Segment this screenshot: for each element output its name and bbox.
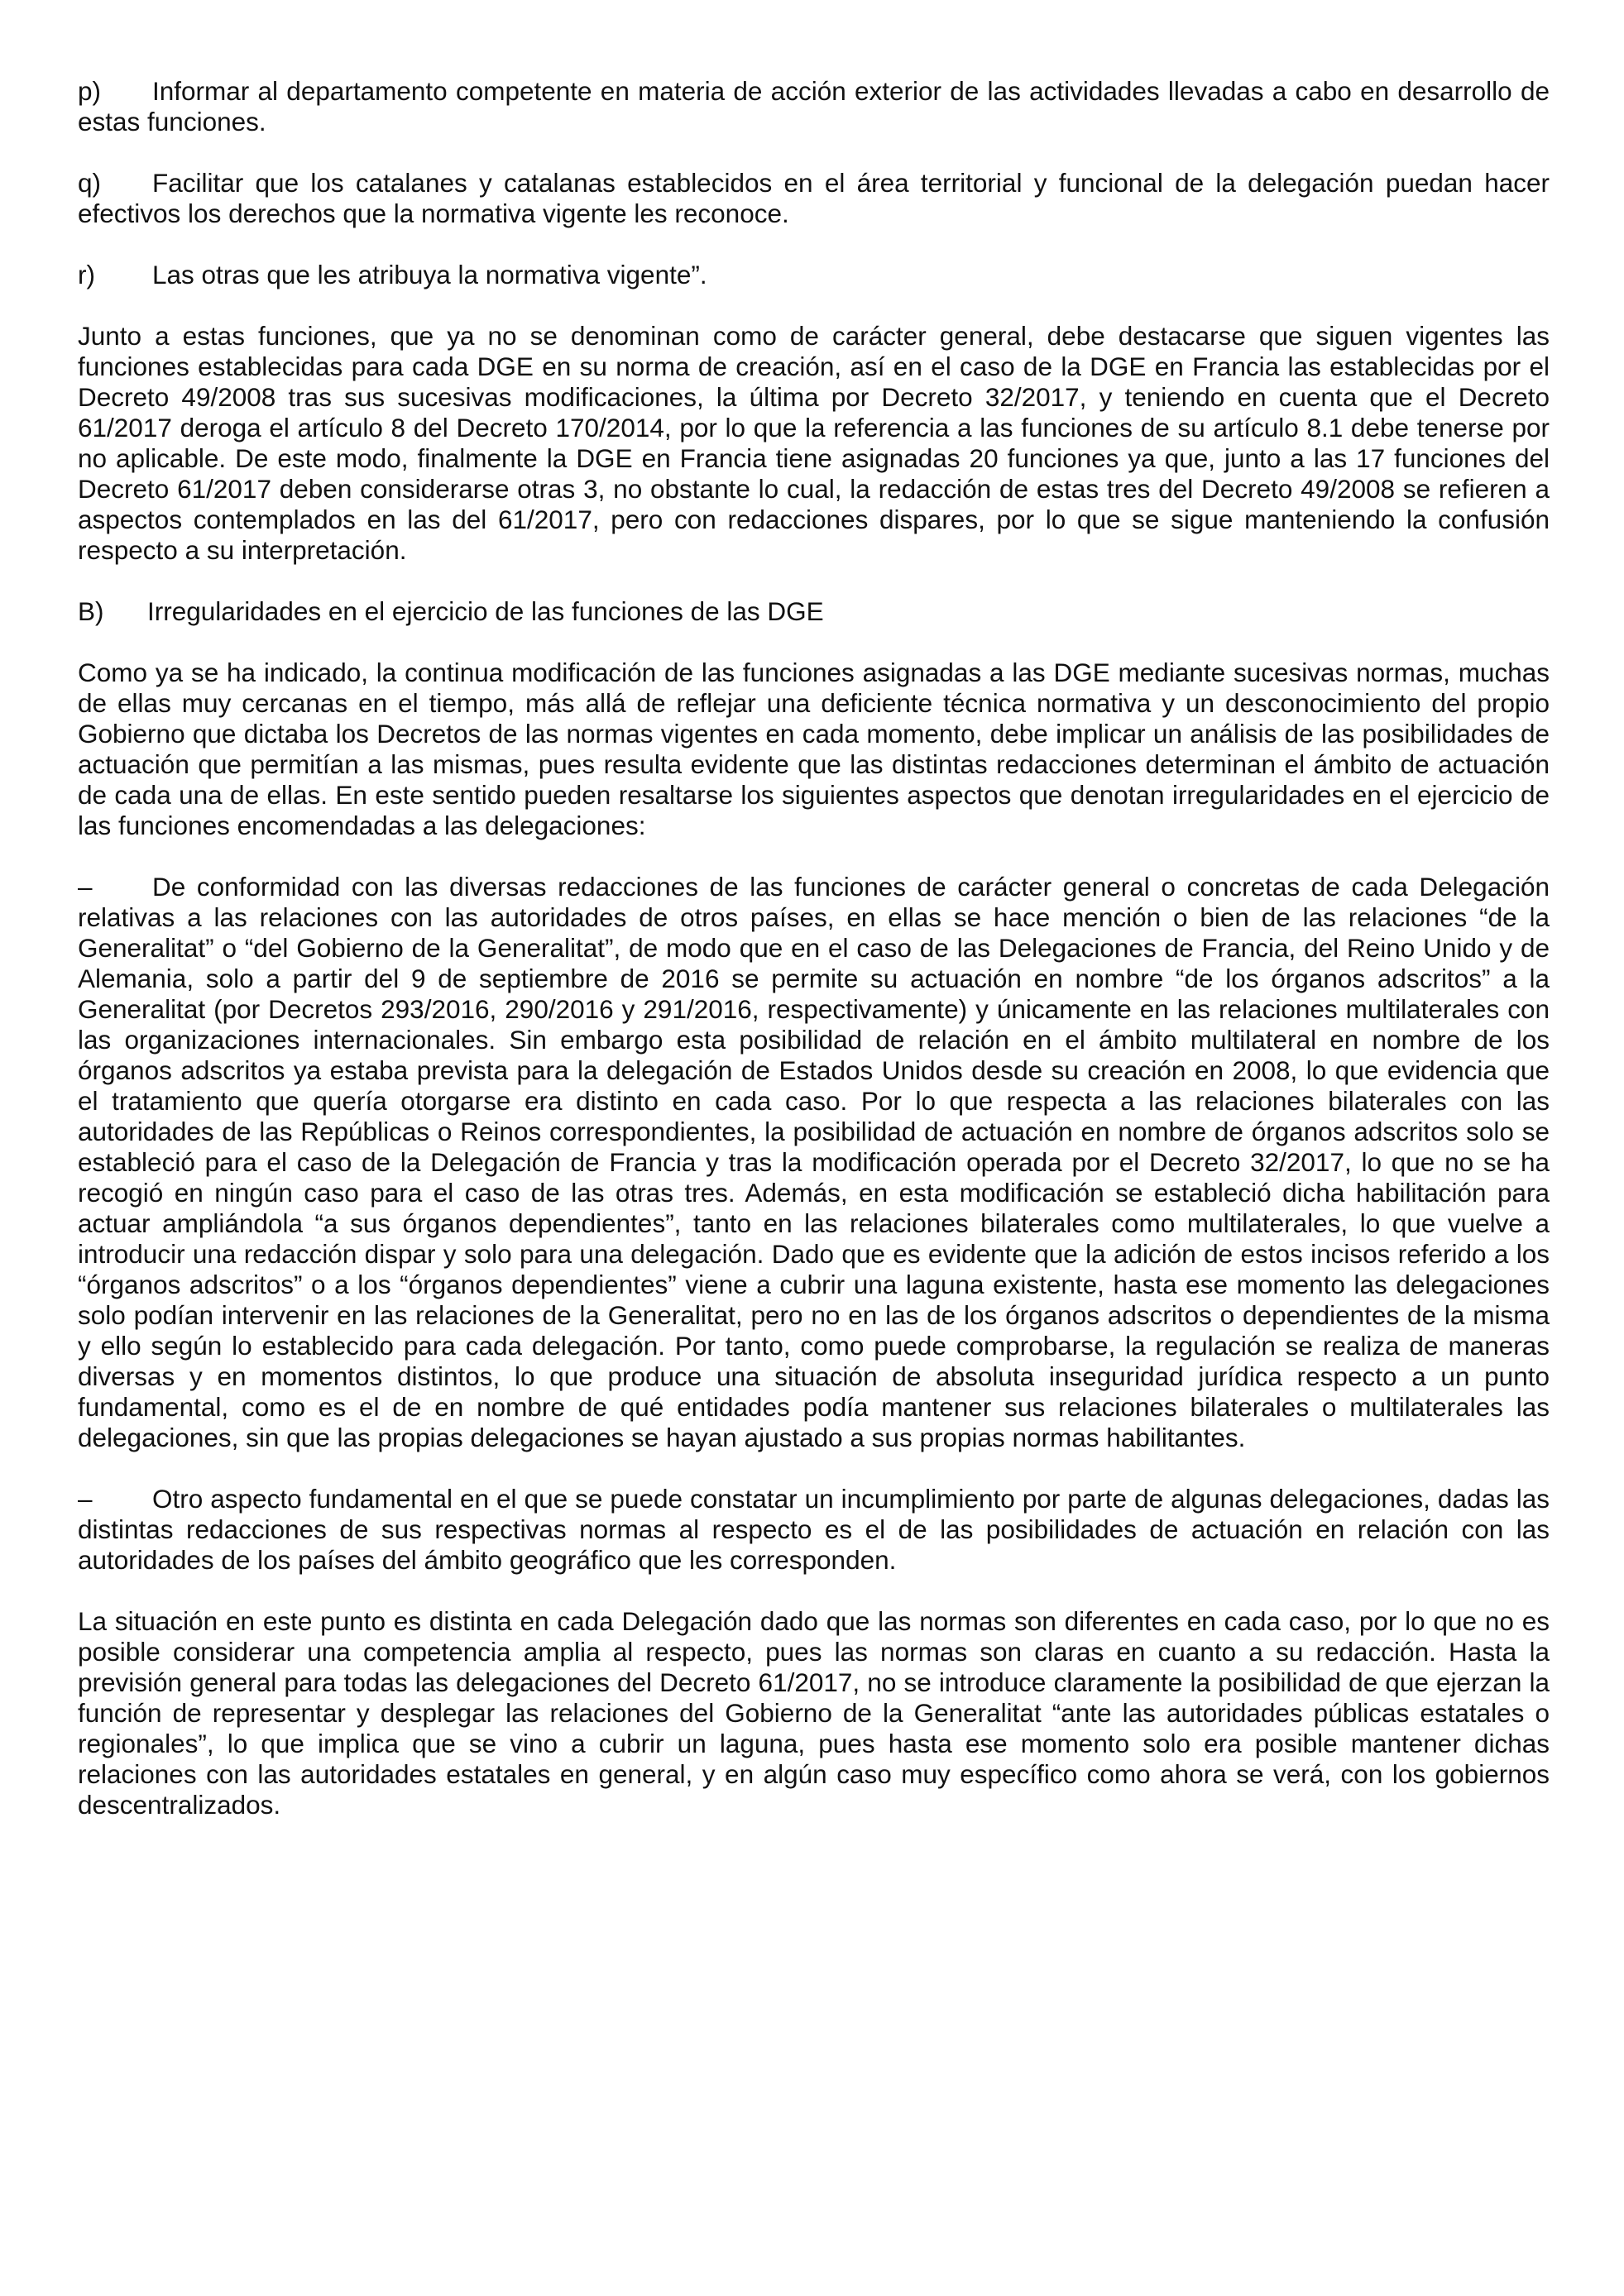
dash-bullet: – bbox=[78, 1484, 93, 1514]
bullet-text: De conformidad con las diversas redacciones de las funciones de carácter general o concretas de cada Delegación relativas a las relaciones con las autoridades de otros países, en ellas se hace mención o bien de las relaciones “de la Generalitat” o “del Gobierno de la Generalitat”, de modo que en el caso de las Delegaciones de Francia, del Reino Unido y de Alemania, solo a partir del 9 de septiembre de 2016 se permite su actuación en nombre “de los órganos adscritos” a la Generalitat (por Decretos 293/2016, 290/2016 y 291/2016, respectivamente) y únicamente en las relaciones multilaterales con las organizaciones internacionales. Sin embargo esta posibilidad de relación en el ámbito multilateral en nombre de los órganos adscritos ya estaba prevista para la delegación de Estados Unidos desde su creación en 2008, lo que evidencia que el tratamiento que quería otorgarse era distinto en cada caso. Por lo que respecta a las relaciones bilaterales con las autoridades de las Repúblicas o Reinos correspondientes, la posibilidad de actuación en nombre de órganos adscritos solo se estableció para el caso de la Delegación de Francia y tras la modificación operada por el Decreto 32/2017, lo que no se ha recogió en ningún caso para el caso de las otras tres. Además, en esta modificación se estableció dicha habilitación para actuar ampliándola “a sus órganos dependientes”, tanto en las relaciones bilaterales como multilaterales, lo que vuelve a introducir una redacción dispar y solo para una delegación. Dado que es evidente que la adición de estos incisos referido a los “órganos adscritos” o a los “órganos dependientes” viene a cubrir una laguna existente, hasta ese momento las delegaciones solo podían intervenir en las relaciones de la Generalitat, pero no en las de los órganos adscritos o dependientes de la misma y ello según lo establecido para cada delegación. Por tanto, como puede comprobarse, la regulación se realiza de maneras diversas y en momentos distintos, lo que produce una situación de absoluta inseguridad jurídica respecto a un punto fundamental, como es el de en nombre de qué entidades podía mantener sus relaciones bilaterales o multilaterales las delegaciones, sin que las propias delegaciones se hayan ajustado a sus propias normas habilitantes. bbox=[78, 872, 1550, 1452]
paragraph-situation: La situación en este punto es distinta en cada Delegación dado que las normas son diferentes en cada caso, por lo que no es posible considerar una competencia amplia al respecto, pues las normas son claras en cuanto a su redacción. Hasta la previsión general para todas las delegaciones del Decreto 61/2017, no se introduce claramente la posibilidad de que ejerzan la función de representar y desplegar las relaciones del Gobierno de la Generalitat “ante las autoridades públicas estatales o regionales”, lo que implica que se vino a cubrir un laguna, pues hasta ese momento solo era posible mantener dichas relaciones con las autoridades estatales en general, y en algún caso muy específico como ahora se verá, con los gobiernos descentralizados. bbox=[78, 1606, 1550, 1820]
item-marker: p) bbox=[78, 76, 102, 106]
section-heading-b bbox=[78, 596, 1550, 627]
item-text: Las otras que les atribuya la normativa vigente”. bbox=[152, 260, 707, 289]
bullet-item-relations bbox=[78, 872, 1550, 1453]
paragraph-irregularities: Como ya se ha indicado, la continua modificación de las funciones asignadas a las DGE mediante sucesivas normas, muchas de ellas muy cercanas en el tiempo, más allá de reflejar una deficiente técnica normativa y un desconocimiento del propio Gobierno que dictaba los Decretos de las normas vigentes en cada momento, debe implicar un análisis de las posibilidades de actuación que permitían a las mismas, pues resulta evidente que las distintas redacciones determinan el ámbito de actuación de cada una de ellas. En este sentido pueden resaltarse los siguientes aspectos que denotan irregularidades en el ejercicio de las funciones encomendadas a las delegaciones: bbox=[78, 658, 1550, 840]
document-page bbox=[78, 76, 1550, 1820]
list-item-r bbox=[78, 260, 1550, 290]
list-item-q bbox=[78, 168, 1550, 229]
item-marker: r) bbox=[78, 260, 95, 289]
list-item-p bbox=[78, 76, 1550, 137]
bullet-text: Otro aspecto fundamental en el que se puede constatar un incumplimiento por parte de algunas delegaciones, dadas las distintas redacciones de sus respectivas normas al respecto es el de las posibilidades de actuación en relación con las autoridades de los países del ámbito geográfico que les corresponden. bbox=[78, 1484, 1550, 1575]
section-marker: B) bbox=[78, 596, 104, 626]
item-text: Facilitar que los catalanes y catalanas establecidos en el área territorial y funcional de la delegación puedan hacer efectivos los derechos que la normativa vigente les reconoce. bbox=[78, 168, 1550, 228]
dash-bullet: – bbox=[78, 872, 93, 902]
paragraph-functions: Junto a estas funciones, que ya no se denominan como de carácter general, debe destacarse que siguen vigentes las funciones establecidas para cada DGE en su norma de creación, así en el caso de la DGE en Francia las establecidas por el Decreto 49/2008 tras sus sucesivas modificaciones, la última por Decreto 32/2017, y teniendo en cuenta que el Decreto 61/2017 deroga el artículo 8 del Decreto 170/2014, por lo que la referencia a las funciones de su artículo 8.1 debe tenerse por no aplicable. De este modo, finalmente la DGE en Francia tiene asignadas 20 funciones ya que, junto a las 17 funciones del Decreto 61/2017 deben considerarse otras 3, no obstante lo cual, la redacción de estas tres del Decreto 49/2008 se refieren a aspectos contemplados en las del 61/2017, pero con redacciones dispares, por lo que se sigue manteniendo la confusión respecto a su interpretación. bbox=[78, 321, 1550, 565]
item-marker: q) bbox=[78, 168, 102, 198]
item-text: Informar al departamento competente en materia de acción exterior de las actividades llevadas a cabo en desarrollo de estas funciones. bbox=[78, 76, 1550, 136]
bullet-item-authorities bbox=[78, 1484, 1550, 1576]
section-title: Irregularidades en el ejercicio de las funciones de las DGE bbox=[147, 596, 824, 626]
